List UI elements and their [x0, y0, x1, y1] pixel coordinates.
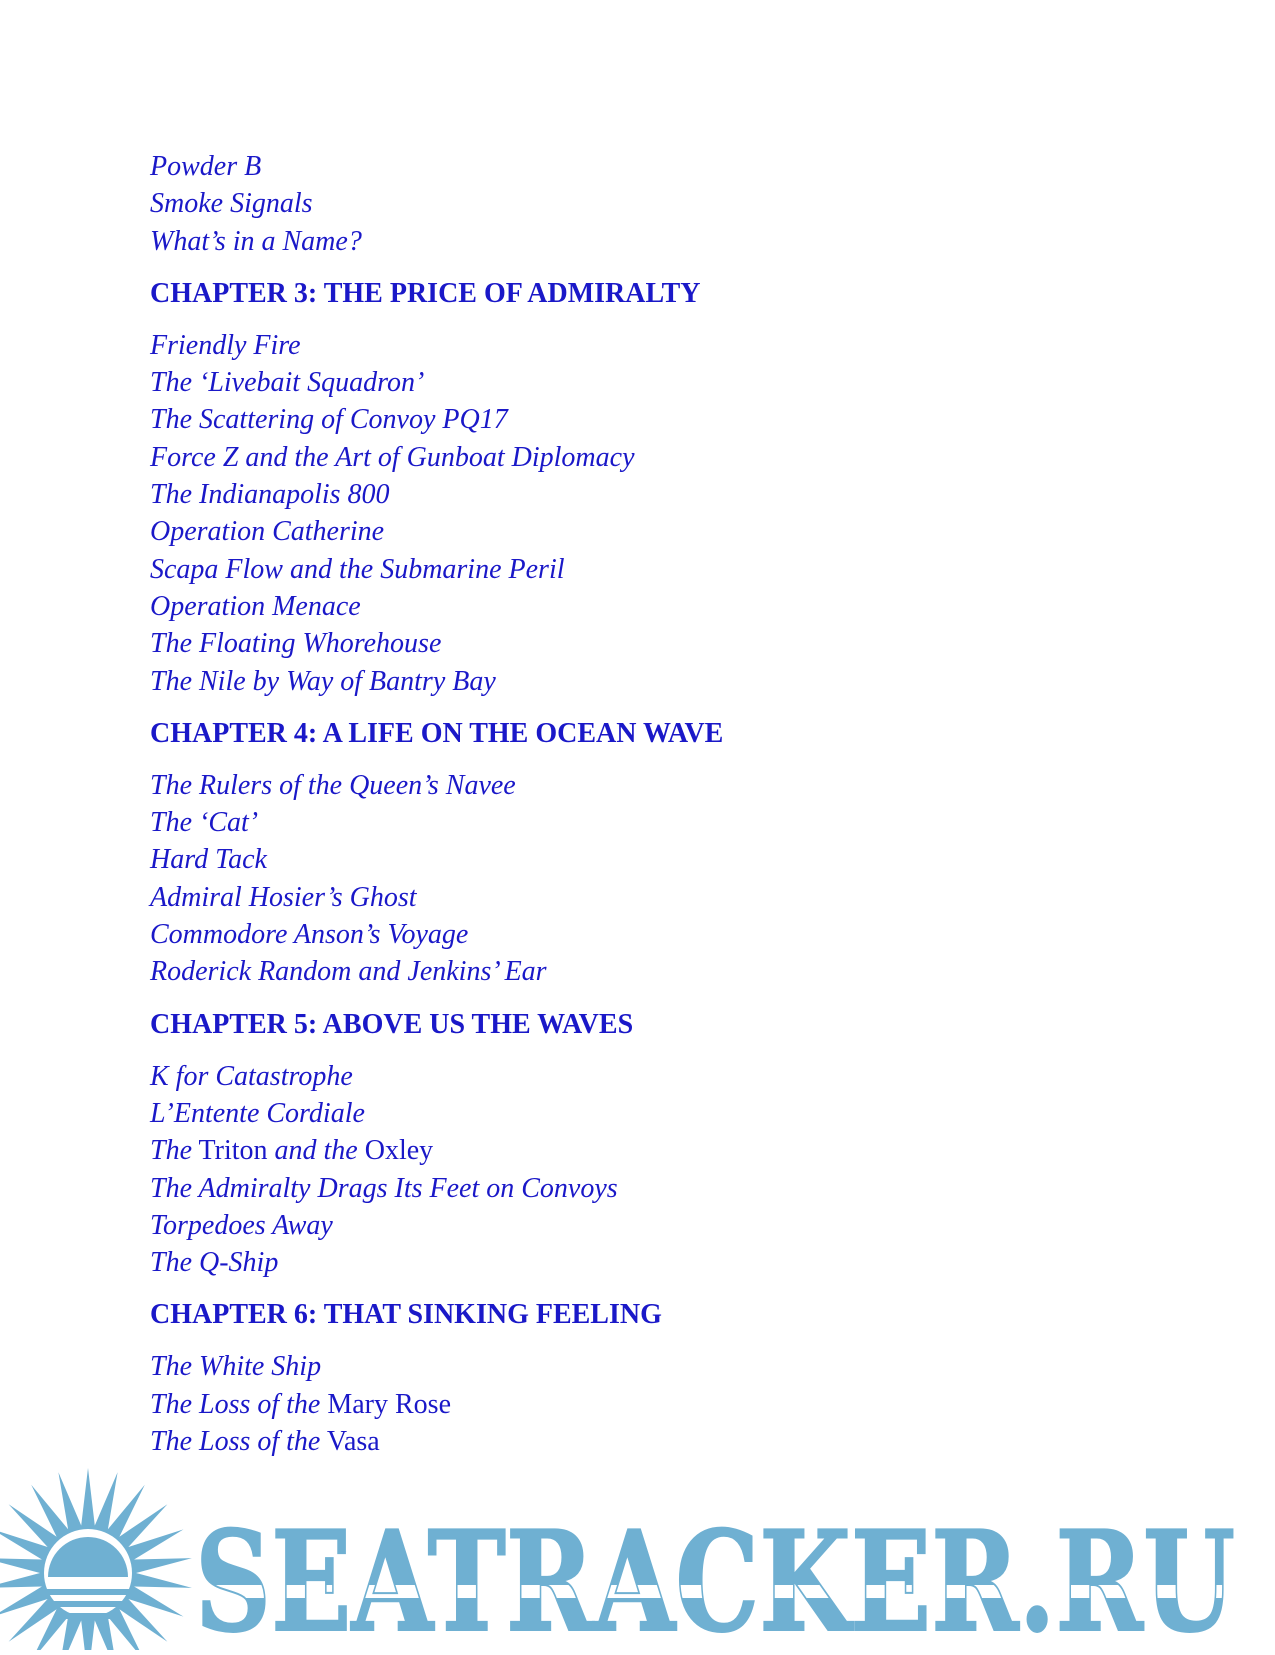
toc-entry — [150, 1095, 1200, 1132]
entry-text-italic: The Scattering of Convoy PQ17 — [150, 404, 508, 436]
watermark-graphic — [0, 1455, 1275, 1650]
entry-text-italic: Torpedoes Away — [150, 1209, 333, 1241]
entry-text-italic: The Indianapolis 800 — [150, 479, 390, 511]
watermark-text: SEATRACKER.RU — [195, 1500, 1235, 1650]
toc-entry — [150, 841, 1200, 878]
toc-entry — [150, 1207, 1200, 1244]
entry-text-italic: Hard Tack — [150, 844, 267, 876]
entry-text-italic: The Rulers of the Queen’s Navee — [150, 769, 516, 801]
entry-text-italic: Roderick Random and Jenkins’ Ear — [150, 956, 547, 988]
toc-entry — [150, 1244, 1200, 1281]
sun-logo-icon — [0, 1468, 192, 1650]
toc-entry — [150, 551, 1200, 588]
entry-text-italic: Operation Menace — [150, 590, 361, 622]
entry-text-italic: The ‘Livebait Squadron’ — [150, 367, 425, 399]
toc-entry — [150, 767, 1200, 804]
entry-text-italic: The Q-Ship — [150, 1247, 279, 1279]
chapter-heading: CHAPTER 4: A LIFE ON THE OCEAN WAVE — [150, 717, 724, 749]
entry-text-italic: The Floating Whorehouse — [150, 628, 442, 660]
toc-entry — [150, 879, 1200, 916]
toc-entry — [150, 364, 1200, 401]
entry-text-italic: Commodore Anson’s Voyage — [150, 919, 469, 951]
toc-entry — [150, 1058, 1200, 1095]
toc-entry — [150, 625, 1200, 662]
entry-text-italic: The Loss of the — [150, 1426, 321, 1458]
toc-entry — [150, 916, 1200, 953]
toc-entry — [150, 953, 1200, 990]
table-of-contents — [150, 148, 1200, 1460]
entry-text-italic: What’s in a Name? — [150, 225, 362, 257]
entry-text-italic: K for Catastrophe — [150, 1060, 353, 1092]
entry-text-italic: The — [150, 1135, 192, 1167]
entry-text-italic: and the — [274, 1135, 358, 1167]
entry-text-italic: Operation Catherine — [150, 516, 385, 548]
toc-entry — [150, 223, 1200, 260]
entry-text-italic: Admiral Hosier’s Ghost — [150, 881, 417, 913]
chapter-heading: CHAPTER 5: ABOVE US THE WAVES — [150, 1008, 634, 1040]
entry-text-italic: The Nile by Way of Bantry Bay — [150, 665, 496, 697]
entry-text-italic: Force Z and the Art of Gunboat Diplomacy — [150, 441, 635, 473]
entry-text-roman: Mary Rose — [320, 1388, 452, 1420]
toc-entry — [150, 1132, 1200, 1169]
toc-entry — [150, 327, 1200, 364]
entry-text-roman: Triton — [192, 1135, 275, 1167]
entry-text-italic: L’Entente Cordiale — [150, 1097, 365, 1129]
toc-entry — [150, 401, 1200, 438]
toc-entry — [150, 439, 1200, 476]
toc-entry — [150, 185, 1200, 222]
entry-text-roman: Oxley — [357, 1135, 434, 1167]
entry-text-italic: Smoke Signals — [150, 188, 313, 220]
toc-entry — [150, 1386, 1200, 1423]
chapter-heading: CHAPTER 6: THAT SINKING FEELING — [150, 1299, 662, 1331]
chapter-heading: CHAPTER 3: THE PRICE OF ADMIRALTY — [150, 277, 701, 309]
toc-entry — [150, 663, 1200, 700]
toc-entry — [150, 1170, 1200, 1207]
entry-text-roman: Vasa — [320, 1426, 380, 1458]
toc-entry — [150, 513, 1200, 550]
entry-text-italic: The Admiralty Drags Its Feet on Convoys — [150, 1172, 618, 1204]
toc-entry — [150, 476, 1200, 513]
entry-text-italic: Friendly Fire — [150, 329, 301, 361]
entry-text-italic: Powder B — [150, 151, 262, 182]
watermark — [0, 1455, 1275, 1650]
entry-text-italic: The White Ship — [150, 1351, 322, 1383]
toc-entry — [150, 1348, 1200, 1385]
entry-text-italic: Scapa Flow and the Submarine Peril — [150, 553, 565, 585]
toc-entry — [150, 588, 1200, 625]
toc-entry — [150, 804, 1200, 841]
toc-entry — [150, 148, 1200, 185]
entry-text-italic: The Loss of the — [150, 1388, 321, 1420]
entry-text-italic: The ‘Cat’ — [150, 807, 259, 839]
